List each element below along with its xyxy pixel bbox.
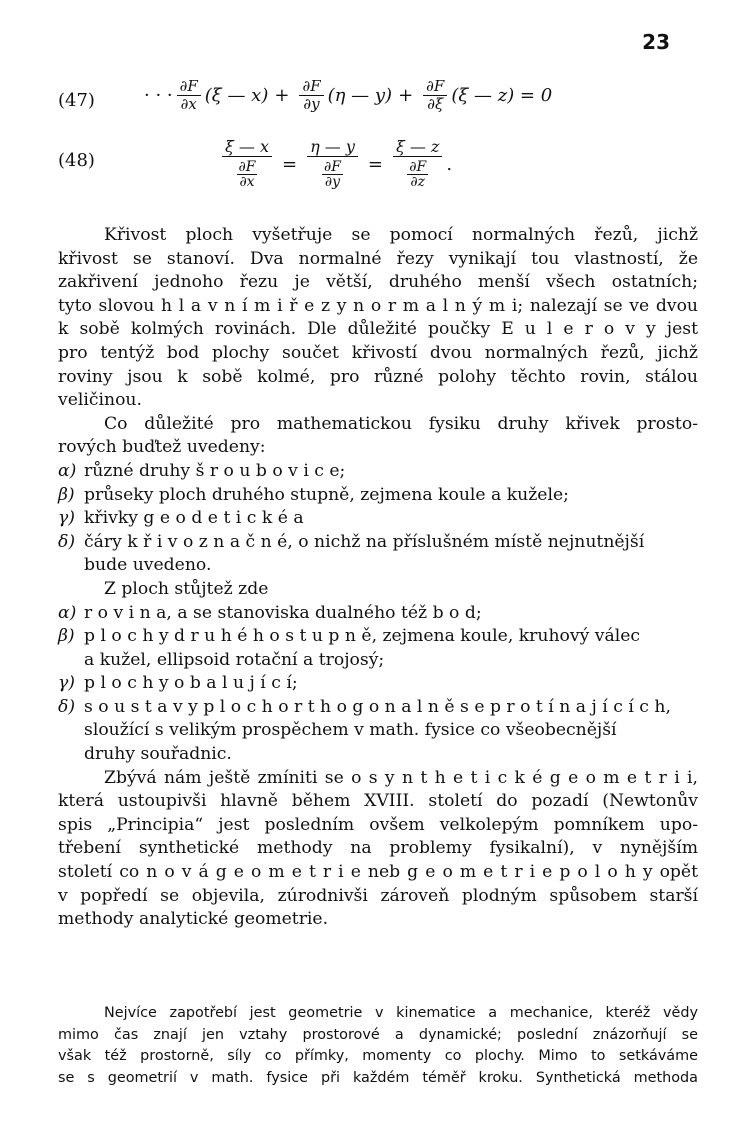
compound-fraction [222,138,272,190]
equation-48 [58,136,698,206]
text-line: veličinou. [58,390,142,411]
fraction-numerator: η — y [307,138,358,157]
list-item-text: různé druhy š r o u b o v i c e; [84,460,346,481]
term-parenthesis: (η — y) [327,85,393,106]
list-item-continuation: bude uvedeno. [84,555,212,576]
list-marker: γ) [58,508,75,529]
list-marker: δ) [58,696,76,717]
list-item-text: s o u s t a v y p l o c h o r t h o g o n a l n ě s e p r o t í n a j í c í c h, [84,696,671,717]
footnote-line: mimo čas znají jen vztahy prostorové a dynamické; poslední znázorňují se [58,1026,698,1043]
text-line: zakřivení jednoho řezu je větší, druhého menší všech ostatních; [58,272,698,293]
equals-operator: = [282,153,298,175]
list-item [58,507,698,531]
paragraph-surfaces [58,578,698,602]
list-marker: α) [58,602,77,623]
body-text [58,224,698,932]
paragraph-synthetic-geometry [58,767,698,932]
partial-fraction [177,78,201,113]
text-line: Z ploch stůjtež zde [104,578,269,599]
fraction-numerator: ξ — x [222,138,272,157]
text-line: třebení synthetické methody na problemy fysikalní), v nynějším [58,838,698,859]
plus-operator: + [274,85,290,106]
text-line: spis „Principia“ jest posledním ovšem velkolepým pomníkem upo- [58,814,698,835]
page-number: 23 [642,30,670,54]
list-item [58,531,698,555]
fraction-denominator: ∂z [410,174,426,190]
text-line: Zbývá nám ještě zmíniti se o s y n t h e t i c k é g e o m e t r i i, [104,767,698,788]
text-line: tyto slovou h l a v n í m i ř e z y n o r m a l n ý m i; nalezají se ve dvou [58,295,698,316]
list-marker: β) [58,626,75,647]
fraction-denominator: ∂ξ [427,95,444,113]
equation-label: (48) [58,150,95,171]
term-parenthesis: (ξ — x) [204,85,269,106]
fraction-denominator: ∂x [239,174,255,190]
list-item [58,602,698,626]
list-item-text: p l o c h y o b a l u j í c í; [84,673,298,694]
fraction-denominator [404,157,431,190]
partial-fraction [237,160,258,189]
equals-operator: = [367,153,383,175]
text-line: Křivost ploch vyšetřuje se pomocí normalných řezů, jichž [104,225,698,245]
equation-label: (47) [58,90,95,111]
text-line: v popředí se objevila, zúrodnivši zároveň plodným spůsobem starší [58,885,698,906]
text-line: methody analytické geometrie. [58,909,329,930]
list-item-continuation: sloužící s velikým prospěchem v math. fysice co všeobecnější [84,720,617,741]
fraction-numerator: ∂F [409,159,427,175]
list-marker: α) [58,460,77,481]
list-item-text: čáry k ř i v o z n a č n é, o nichž na příslušném místě nejnutnější [84,531,645,552]
footnote-line: Nejvíce zapotřebí jest geometrie v kinematice a mechanice, kteréž vědy [104,1005,698,1021]
list-marker: δ) [58,531,76,552]
paragraph-curvature [58,224,698,413]
equation-body [218,138,452,190]
text-line: která ustoupivši hlavně během XVIII. století do pozadí (Newtonův [58,791,698,812]
text-line: roviny jsou k sobě kolmé, pro různé polohy těchto rovin, stálou [58,366,698,387]
text-line: Co důležité pro mathematickou fysiku druhy křivek prosto- [104,413,698,434]
list-item [58,460,698,484]
paragraph-curve-types [58,413,698,460]
list-item [58,696,698,720]
fraction-numerator: ∂F [299,78,323,96]
list-item-text: průseky ploch druhého stupně, zejmena koule a kužele; [84,484,569,505]
text-line: rových buďtež uvedeny: [58,437,266,458]
compound-fraction [307,138,358,190]
list-item [58,625,698,649]
term-parenthesis: (ξ — z) = 0 [451,85,553,106]
list-item-continuation: druhy souřadnic. [84,744,232,765]
text-line: k sobě kolmých rovinách. Dle důležité poučky E u l e r o v y jest [58,319,698,340]
partial-fraction [423,78,447,113]
list-item [58,672,698,696]
partial-fraction [407,160,428,189]
text-line: pro tentýž bod plochy součet křivostí dvou normalných řezů, jichž [58,342,698,363]
equation-end-period: . [446,153,453,175]
compound-fraction [393,138,442,190]
leading-dots: · · · [144,85,173,106]
list-marker: γ) [58,673,75,694]
footnote-line: se s geometrií v math. fysice při každém téměř kroku. Synthetická methoda [58,1069,698,1086]
partial-fraction [322,160,343,189]
equation-body [144,78,552,113]
fraction-numerator: ∂F [238,159,256,175]
fraction-denominator: ∂y [324,174,341,190]
partial-fraction [299,78,323,113]
curve-list [58,460,698,578]
fraction-denominator: ∂y [303,95,320,113]
surface-list [58,602,698,767]
fraction-numerator: ∂F [177,78,201,96]
fraction-numerator: ∂F [324,159,341,175]
list-marker: β) [58,484,75,505]
list-item [58,484,698,508]
plus-operator: + [398,85,414,106]
footnote-block [58,1003,698,1089]
list-item-continuation: a kužel, ellipsoid rotační a trojosý; [84,649,385,670]
equation-47 [58,76,698,126]
fraction-denominator: ∂x [180,95,197,113]
fraction-denominator [234,157,261,190]
list-item-text: p l o c h y d r u h é h o s t u p n ě, zejmena koule, kruhový válec [84,626,640,647]
fraction-denominator [319,157,346,190]
list-item-text: r o v i n a, a se stanoviska dualného též b o d; [84,602,482,623]
fraction-numerator: ξ — z [393,138,442,157]
text-line: křivost se stanoví. Dva normalné řezy vynikají tou vlastností, že [58,248,698,269]
footnote-line: však též prostorně, síly co přímky, momenty co plochy. Mimo to setkáváme [58,1048,698,1064]
fraction-numerator: ∂F [423,78,447,96]
text-line: století co n o v á g e o m e t r i e neb g e o m e t r i e p o l o h y opět [58,862,698,883]
list-item-text: křivky g e o d e t i c k é a [84,508,304,529]
